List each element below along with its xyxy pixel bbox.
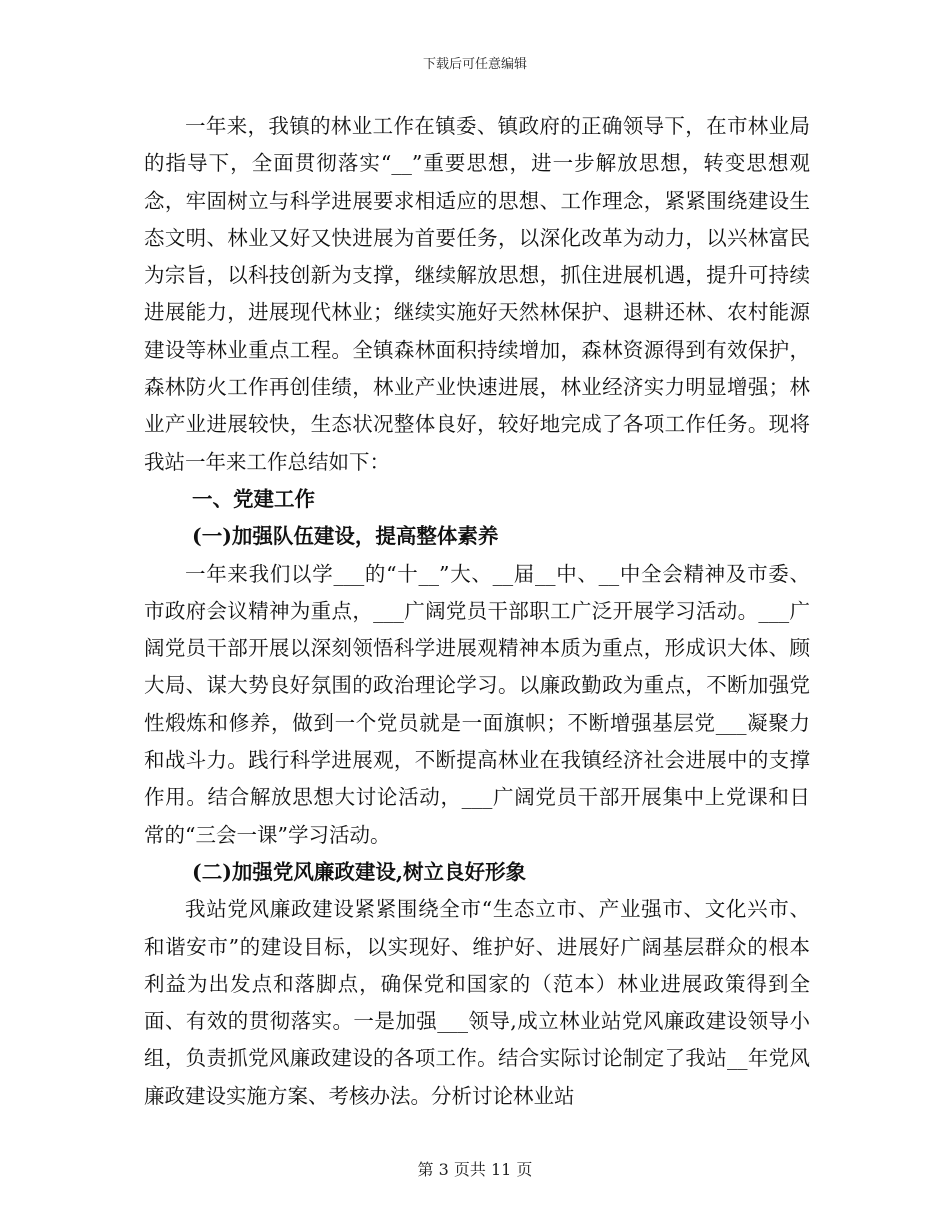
page-footer: 第 3 页共 11 页: [417, 1160, 533, 1179]
team-building-paragraph: 一年来我们以学___的“十__”大、__届__中、__中全会精神及市委、市政府会议精神为重点，___广阔党员干部职工广泛开展学习活动。___广阔党员干部开展以深刻领悟科学进展观精神本质为重点，形成识大体、顾大局、谋大势良好氛围的政治理论学习。以廉政勤政为重点，不断加强党性煅炼和修养，做到一个党员就是一面旗帜；不断增强基层党___凝聚力和战斗力。践行科学进展观，不断提高林业在我镇经济社会进展中的支撑作用。结合解放思想大讨论活动，___广阔党员干部开展集中上党课和日常的“三会一课”学习活动。: [144, 561, 810, 847]
document-body: [144, 108, 810, 1115]
subsection-heading-team-building: (一)加强队伍建设，提高整体素养: [192, 524, 499, 549]
section-heading-party-building: 一、党建工作: [192, 486, 315, 511]
integrity-paragraph: 我站党风廉政建设紧紧围绕全市“生态立市、产业强市、文化兴市、和谐安市”的建设目标，以实现好、维护好、进展好广阔基层群众的根本利益为出发点和落脚点，确保党和国家的（范本）林业进展政策得到全面、有效的贯彻落实。一是加强___领导,成立林业站党风廉政建设领导小组，负责抓党风廉政建设的各项工作。结合实际讨论制定了我站__年党风廉政建设实施方案、考核办法。分析讨论林业站: [144, 897, 810, 1108]
intro-paragraph: 一年来，我镇的林业工作在镇委、镇政府的正确领导下，在市林业局的指导下，全面贯彻落实“__”重要思想，进一步解放思想，转变思想观念，牢固树立与科学进展要求相适应的思想、工作理念，紧紧围绕建设生态文明、林业又好又快进展为首要任务，以深化改革为动力，以兴林富民为宗旨，以科技创新为支撑，继续解放思想，抓住进展机遇，提升可持续进展能力，进展现代林业；继续实施好天然林保护、退耕还林、农村能源建设等林业重点工程。全镇森林面积持续增加，森林资源得到有效保护，森林防火工作再创佳绩，林业产业快速进展，林业经济实力明显增强；林业产业进展较快，生态状况整体良好，较好地完成了各项工作任务。现将我站一年来工作总结如下：: [144, 114, 810, 474]
subsection-heading-integrity: (二)加强党风廉政建设,树立良好形象: [192, 859, 527, 884]
page-header: 下载后可任意编辑: [422, 57, 527, 72]
